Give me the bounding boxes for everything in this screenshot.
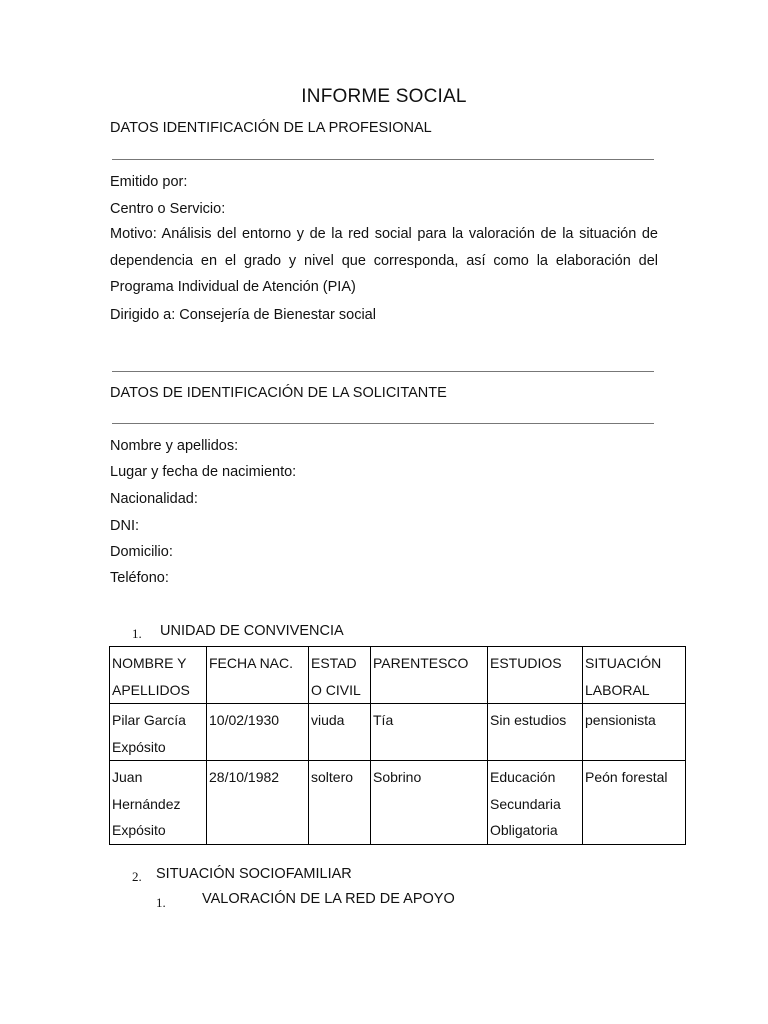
center-label: Centro o Servicio:: [110, 201, 226, 217]
section-heading: UNIDAD DE CONVIVENCIA: [160, 623, 344, 639]
section-number: 1.: [132, 626, 142, 641]
document-title: INFORME SOCIAL: [301, 86, 467, 107]
field-address: Domicilio:: [110, 544, 173, 560]
emitted-by-label: Emitido por:: [110, 174, 188, 190]
header-cell: PARENTESCO: [371, 647, 488, 704]
table-cell: Tía: [371, 704, 488, 761]
field-name: Nombre y apellidos:: [110, 438, 239, 454]
table-cell: viuda: [309, 704, 371, 761]
section-heading: SITUACIÓN SOCIOFAMILIAR: [156, 866, 352, 882]
header-cell: NOMBRE Y APELLIDOS: [110, 647, 207, 704]
table-cell: Peón forestal: [583, 761, 686, 845]
field-phone: Teléfono:: [110, 570, 169, 586]
field-dni: DNI:: [110, 518, 139, 534]
table-cell: 10/02/1930: [207, 704, 309, 761]
table-row: [110, 704, 686, 761]
motive-text: Motivo: Análisis del entorno y de la red social para la valoración de la situación de dependencia en el grado y nivel que corresponda, así como la elaboración del Programa Individual de Atención (PIA): [110, 226, 658, 295]
subsection-heading: VALORACIÓN DE LA RED DE APOYO: [202, 891, 455, 907]
table-cell: Sobrino: [371, 761, 488, 845]
section-number: 2.: [132, 869, 142, 884]
table-header-row: [110, 647, 686, 704]
table-cell: soltero: [309, 761, 371, 845]
subsection-number: 1.: [156, 895, 166, 910]
table-cell: Juan Hernández Expósito: [110, 761, 207, 845]
table-cell: Educación Secundaria Obligatoria: [488, 761, 583, 845]
table-cell: pensionista: [583, 704, 686, 761]
table-cell: Pilar García Expósito: [110, 704, 207, 761]
divider: [112, 371, 654, 372]
divider: [112, 159, 654, 160]
field-nationality: Nacionalidad:: [110, 491, 198, 507]
header-cell: ESTAD O CIVIL: [309, 647, 371, 704]
header-cell: FECHA NAC.: [207, 647, 309, 704]
addressed-to-label: Dirigido a: Consejería de Bienestar social: [110, 307, 376, 323]
table-cell: 28/10/1982: [207, 761, 309, 845]
divider: [112, 423, 654, 424]
household-table: [109, 646, 686, 845]
table-cell: Sin estudios: [488, 704, 583, 761]
table-row: [110, 761, 686, 845]
applicant-heading: DATOS DE IDENTIFICACIÓN DE LA SOLICITANTE: [110, 385, 447, 401]
header-cell: ESTUDIOS: [488, 647, 583, 704]
header-cell: SITUACIÓN LABORAL: [583, 647, 686, 704]
professional-heading: DATOS IDENTIFICACIÓN DE LA PROFESIONAL: [110, 120, 432, 136]
motive-paragraph: [110, 221, 658, 301]
field-birthplace-date: Lugar y fecha de nacimiento:: [110, 464, 297, 480]
